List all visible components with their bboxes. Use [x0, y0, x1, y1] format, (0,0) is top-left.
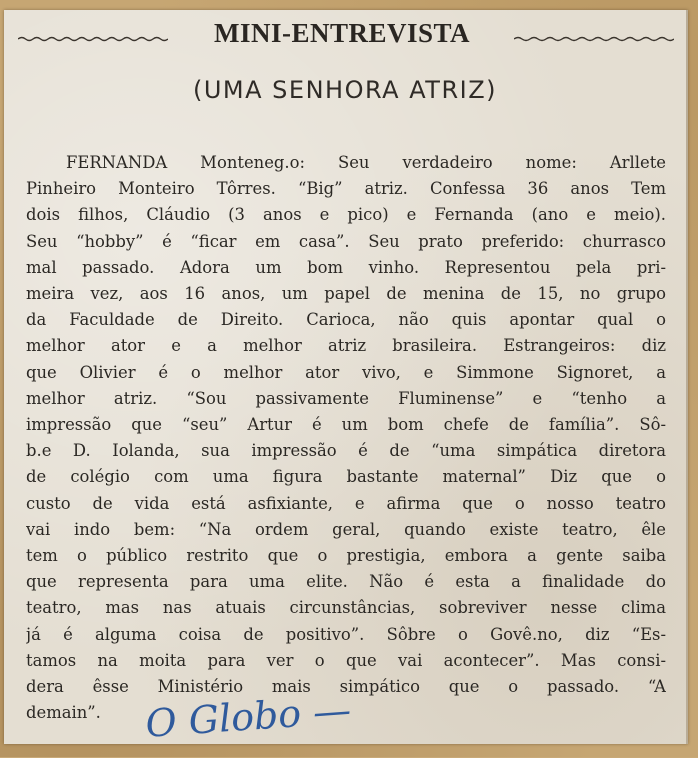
body-line: que representa para uma elite. Não é esta a finalidade do: [26, 572, 666, 592]
section-title: MINI-ENTREVISTA: [213, 18, 471, 48]
body-line: vai indo bem: “Na ordem geral, quando existe teatro, êle: [26, 519, 666, 539]
body-line: demain”.: [26, 703, 101, 723]
body-line: tamos na moita para ver o que vai acontecer”. Mas consi-: [26, 650, 666, 670]
article-body: [26, 150, 666, 726]
body-line: dera êsse Ministério mais simpático que o passado. “A: [26, 677, 666, 697]
body-line: Seu “hobby” é “ficar em casa”. Seu prato preferido: churrasco: [26, 231, 666, 251]
body-line: dois filhos, Cláudio (3 anos e pico) e Fernanda (ano e meio).: [26, 205, 666, 225]
body-line: tem o público restrito que o prestigia, embora a gente saiba: [26, 546, 666, 566]
body-line: FERNANDA Monteneg.o: Seu verdadeiro nome: Arllete: [66, 153, 666, 172]
article-subtitle: (UMA SENHORA ATRIZ): [193, 76, 497, 104]
body-line: já é alguma coisa de positivo”. Sôbre o Govê.no, diz “Es-: [26, 624, 666, 644]
body-line: impressão que “seu” Artur é um bom chefe de família”. Sô-: [26, 415, 666, 435]
header-row: [4, 18, 686, 54]
handwritten-note-text: O Globo —: [144, 687, 353, 746]
body-line: teatro, mas nas atuais circunstâncias, sobreviver nesse clima: [26, 598, 666, 618]
body-line: mal passado. Adora um bom vinho. Representou pela pri-: [26, 257, 666, 277]
body-line: melhor atriz. “Sou passivamente Fluminense” e “tenho a: [26, 388, 666, 408]
body-line: melhor ator e a melhor atriz brasileira. Estrangeiros: diz: [26, 336, 666, 356]
body-line: que Olivier é o melhor ator vivo, e Simmone Signoret, a: [26, 362, 666, 382]
body-line: meira vez, aos 16 anos, um papel de menina de 15, no grupo: [26, 284, 666, 304]
wavy-rule-right: [514, 36, 674, 42]
body-line: da Faculdade de Direito. Carioca, não quis apontar qual o: [26, 310, 666, 330]
handwritten-source-note: [144, 687, 353, 758]
body-line: b.e D. Iolanda, sua impressão é de “uma simpática diretora: [26, 441, 666, 461]
newspaper-clipping: [4, 10, 688, 744]
body-line: de colégio com uma figura bastante maternal” Diz que o: [26, 467, 666, 487]
body-line: Pinheiro Monteiro Tôrres. “Big” atriz. Confessa 36 anos Tem: [26, 179, 666, 199]
body-line: custo de vida está asfixiante, e afirma que o nosso teatro: [26, 493, 666, 513]
wavy-rule-left: [18, 36, 168, 42]
